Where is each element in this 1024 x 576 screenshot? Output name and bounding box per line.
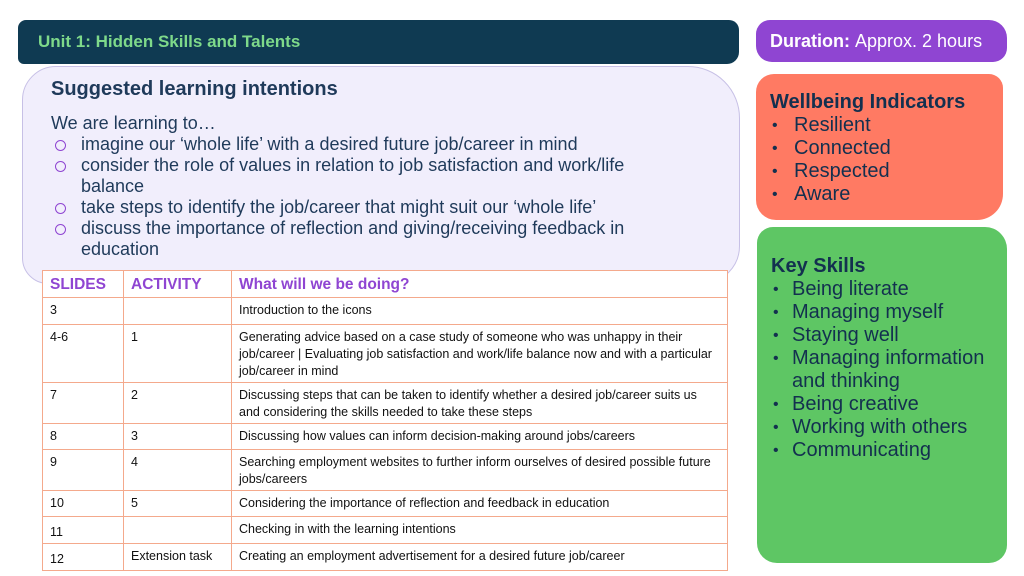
key-skill-item: • Managing myself <box>773 301 944 323</box>
learning-intentions-intro: We are learning to… <box>51 113 216 133</box>
table-row <box>43 450 728 491</box>
bullet-dot-icon: • <box>773 419 779 436</box>
table-row <box>43 544 728 571</box>
activity-cell: 4 <box>124 450 232 491</box>
description-cell: Checking in with the learning intentions <box>232 517 728 544</box>
table-row <box>43 517 728 544</box>
slides-cell: 12 <box>43 544 124 571</box>
learning-intentions-title: Suggested learning intentions <box>51 78 338 100</box>
activity-cell: 2 <box>124 383 232 424</box>
table-row <box>43 383 728 424</box>
learning-intention-item: discuss the importance of reflection and giving/receiving feedback in education <box>51 218 691 260</box>
slides-cell: 10 <box>43 491 124 517</box>
bullet-dot-icon: • <box>772 140 778 157</box>
table-row <box>43 491 728 517</box>
unit-header <box>18 20 739 64</box>
description-cell: Discussing how values can inform decision-making around jobs/careers <box>232 424 728 450</box>
circle-bullet-icon <box>55 203 66 214</box>
bullet-dot-icon: • <box>772 163 778 180</box>
activity-cell: Extension task <box>124 544 232 571</box>
learning-intention-item: imagine our ‘whole life’ with a desired future job/career in mind <box>51 134 691 155</box>
description-cell: Considering the importance of reflection and feedback in education <box>232 491 728 517</box>
slides-cell: 3 <box>43 298 124 325</box>
key-skills-title: Key Skills <box>771 255 866 277</box>
activity-cell <box>124 517 232 544</box>
wellbeing-indicators-panel <box>756 74 1003 220</box>
duration-badge <box>756 20 1007 62</box>
header-description: What will we be doing? <box>232 271 728 298</box>
wellbeing-indicator-item: • Connected <box>772 137 891 159</box>
bullet-dot-icon: • <box>773 396 779 413</box>
key-skills-panel <box>757 227 1007 563</box>
description-cell: Generating advice based on a case study of someone who was unhappy in their job/career | Evaluating job satisfaction and work/life balance now and with a particular job/career in mind <box>232 325 728 383</box>
description-cell: Creating an employment advertisement for a desired future job/career <box>232 544 728 571</box>
bullet-dot-icon: • <box>773 327 779 344</box>
key-skill-item: • Staying well <box>773 324 899 346</box>
learning-intention-item: take steps to identify the job/career that might suit our ‘whole life’ <box>51 197 691 218</box>
table-row <box>43 298 728 325</box>
table-row <box>43 424 728 450</box>
key-skill-item: • Managing information and thinking <box>773 347 985 392</box>
bullet-dot-icon: • <box>773 350 779 367</box>
duration-label: Duration: <box>770 30 850 51</box>
duration-value: Approx. 2 hours <box>855 30 983 51</box>
circle-bullet-icon <box>55 140 66 151</box>
activity-cell: 3 <box>124 424 232 450</box>
activity-table <box>42 270 728 571</box>
wellbeing-indicators-title: Wellbeing Indicators <box>770 91 966 113</box>
learning-intentions-list <box>51 134 729 260</box>
activity-cell <box>124 298 232 325</box>
learning-intentions-panel <box>22 66 740 284</box>
unit-title: Unit 1: Hidden Skills and Talents <box>38 32 301 51</box>
slides-cell: 11 <box>43 517 124 544</box>
table-row <box>43 325 728 383</box>
bullet-dot-icon: • <box>773 304 779 321</box>
slides-cell: 9 <box>43 450 124 491</box>
header-activity: ACTIVITY <box>124 271 232 298</box>
key-skill-item: • Being creative <box>773 393 919 415</box>
activity-cell: 1 <box>124 325 232 383</box>
description-cell: Discussing steps that can be taken to identify whether a desired job/career suits us and considering the skills needed to take these steps <box>232 383 728 424</box>
wellbeing-indicator-item: • Respected <box>772 160 890 182</box>
description-cell: Searching employment websites to further inform ourselves of desired possible future jobs/careers <box>232 450 728 491</box>
slides-cell: 7 <box>43 383 124 424</box>
header-slides: SLIDES <box>43 271 124 298</box>
key-skill-item: • Communicating <box>773 439 931 461</box>
description-cell: Introduction to the icons <box>232 298 728 325</box>
wellbeing-indicators-list <box>770 114 1003 206</box>
key-skill-item: • Being literate <box>773 278 909 300</box>
circle-bullet-icon <box>55 224 66 235</box>
bullet-dot-icon: • <box>772 186 778 203</box>
bullet-dot-icon: • <box>773 281 779 298</box>
activity-cell: 5 <box>124 491 232 517</box>
bullet-dot-icon: • <box>772 117 778 134</box>
slides-cell: 8 <box>43 424 124 450</box>
circle-bullet-icon <box>55 161 66 172</box>
wellbeing-indicator-item: • Aware <box>772 183 851 205</box>
table-header-row <box>43 271 728 298</box>
learning-intention-item: consider the role of values in relation to job satisfaction and work/life balance <box>51 155 691 197</box>
slides-cell: 4-6 <box>43 325 124 383</box>
key-skills-list <box>771 278 1007 462</box>
key-skill-item: • Working with others <box>773 416 968 438</box>
wellbeing-indicator-item: • Resilient <box>772 114 871 136</box>
bullet-dot-icon: • <box>773 442 779 459</box>
